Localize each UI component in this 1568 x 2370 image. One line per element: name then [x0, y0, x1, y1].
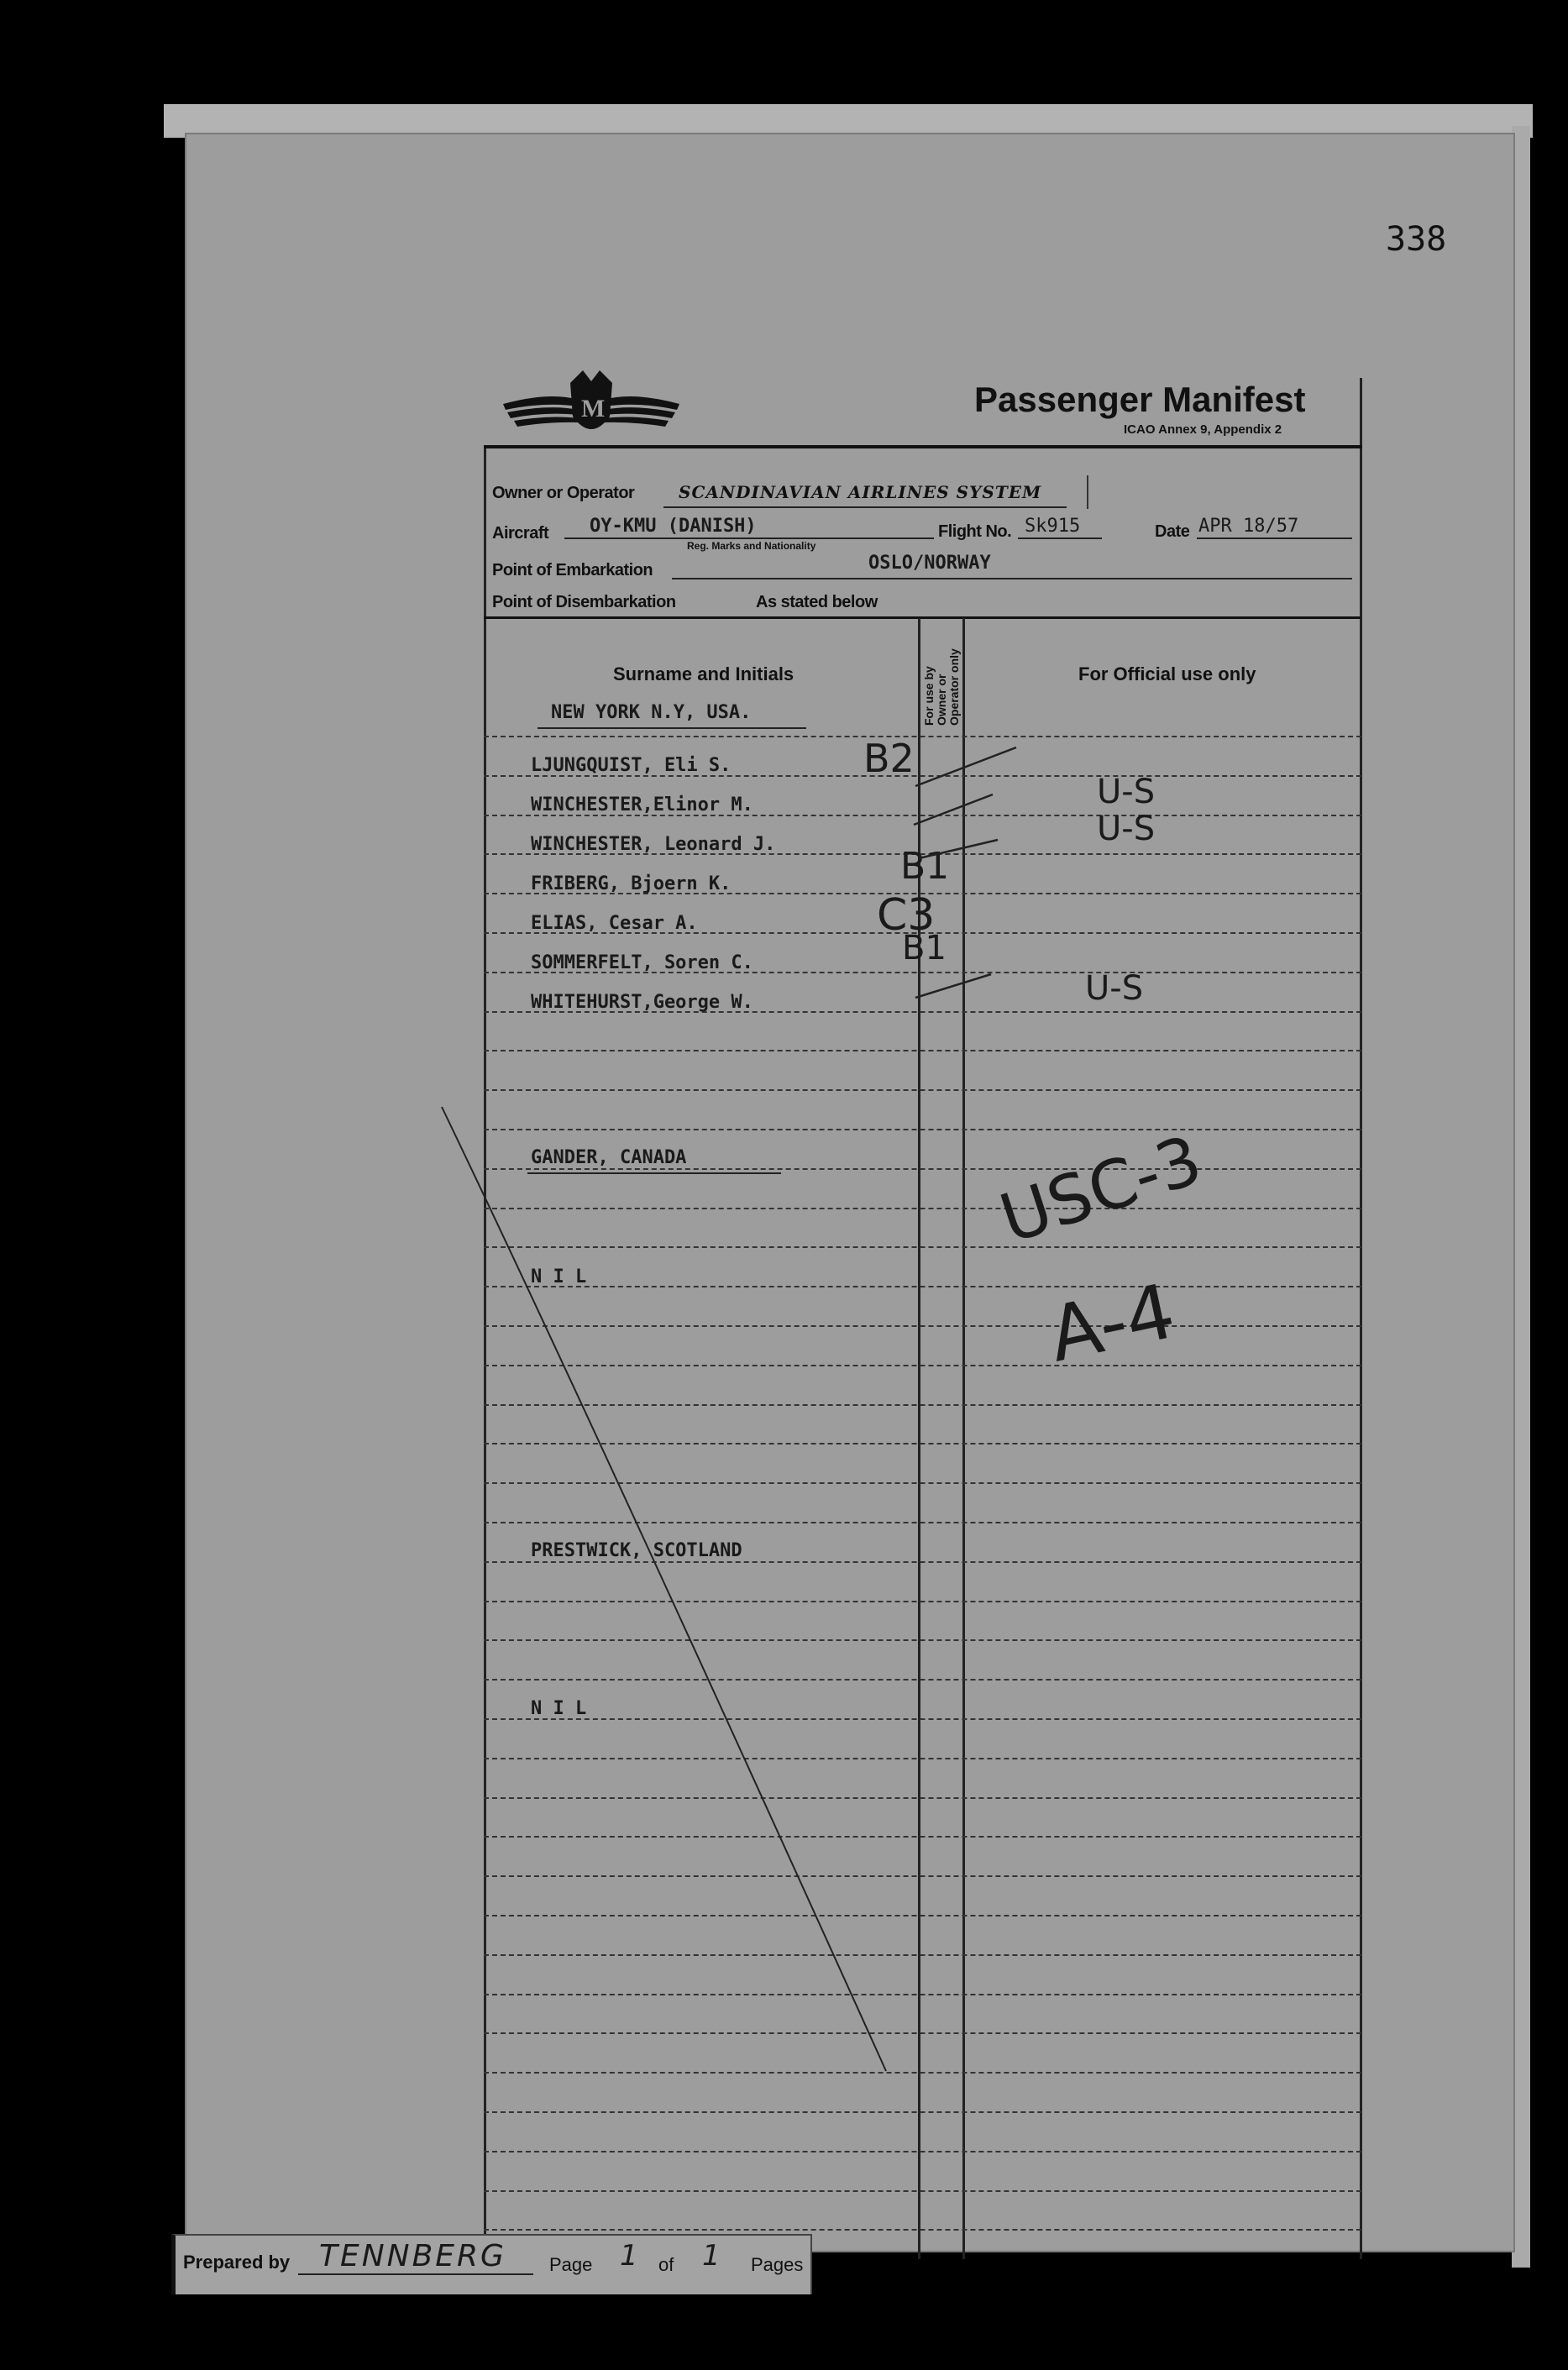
section-heading-gander: GANDER, CANADA — [531, 1147, 687, 1168]
flight-label: Flight No. — [938, 522, 1012, 541]
passenger-name: LJUNGQUIST, Eli S. — [531, 755, 732, 776]
manifest-subtitle: ICAO Annex 9, Appendix 2 — [1124, 422, 1282, 437]
nil-gander: N I L — [531, 1266, 587, 1287]
date-label: Date — [1155, 522, 1190, 541]
annotation-a: A-4 — [1041, 1266, 1183, 1380]
manifest-title: Passenger Manifest — [974, 380, 1306, 419]
prepared-by-value: TENNBERG — [319, 2239, 506, 2273]
handwritten-official: U-S — [1097, 810, 1156, 848]
page-number: 338 — [1386, 220, 1447, 259]
handwritten-official: U-S — [1097, 773, 1156, 811]
svg-text:M: M — [581, 395, 606, 422]
operator-column-header: For use by Owner or Operator only — [922, 648, 961, 726]
passenger-name: FRIBERG, Bjoern K. — [531, 873, 732, 894]
passenger-name: ELIAS, Cesar A. — [531, 913, 698, 934]
owner-value: SCANDINAVIAN AIRLINES SYSTEM — [679, 482, 1042, 502]
of-value: 1 — [702, 2239, 721, 2273]
pages-label: Pages — [751, 2254, 804, 2275]
aircraft-value: OY-KMU (DANISH) — [590, 516, 757, 537]
date-value: APR 18/57 — [1198, 516, 1299, 537]
annotation-usc: USC-3 — [991, 1120, 1211, 1259]
passenger-name: WINCHESTER, Leonard J. — [531, 834, 776, 855]
prepared-by-label: Prepared by — [183, 2252, 291, 2273]
aircraft-note: Reg. Marks and Nationality — [687, 540, 816, 552]
flight-value: Sk915 — [1025, 516, 1081, 537]
passenger-name: WHITEHURST,George W. — [531, 992, 753, 1013]
section-heading-prestwick: PRESTWICK, SCOTLAND — [531, 1540, 742, 1561]
embark-label: Point of Embarkation — [492, 561, 653, 579]
handwritten-code: C3 — [877, 890, 936, 941]
disembark-label: Point of Disembarkation — [492, 593, 676, 611]
aircraft-label: Aircraft — [492, 524, 549, 543]
embark-value: OSLO/NORWAY — [868, 553, 991, 574]
handwritten-code: B1 — [900, 845, 950, 888]
handwritten-official: U-S — [1085, 969, 1144, 1008]
passenger-name: SOMMERFELT, Soren C. — [531, 952, 753, 973]
page-label: Page — [549, 2254, 593, 2275]
official-column-header: For Official use only — [1078, 663, 1256, 684]
handwritten-code: B1 — [902, 929, 947, 967]
section-heading-new-york: NEW YORK N.Y, USA. — [551, 702, 752, 723]
owner-label: Owner or Operator — [492, 484, 635, 502]
handwritten-code: B2 — [863, 736, 915, 781]
of-label: of — [658, 2254, 674, 2275]
disembark-value: As stated below — [756, 593, 878, 611]
prepared-underline — [298, 2273, 533, 2275]
surname-column-header: Surname and Initials — [613, 663, 794, 684]
nil-prestwick: N I L — [531, 1698, 587, 1719]
page-value: 1 — [620, 2239, 638, 2273]
passenger-name: WINCHESTER,Elinor M. — [531, 794, 753, 815]
